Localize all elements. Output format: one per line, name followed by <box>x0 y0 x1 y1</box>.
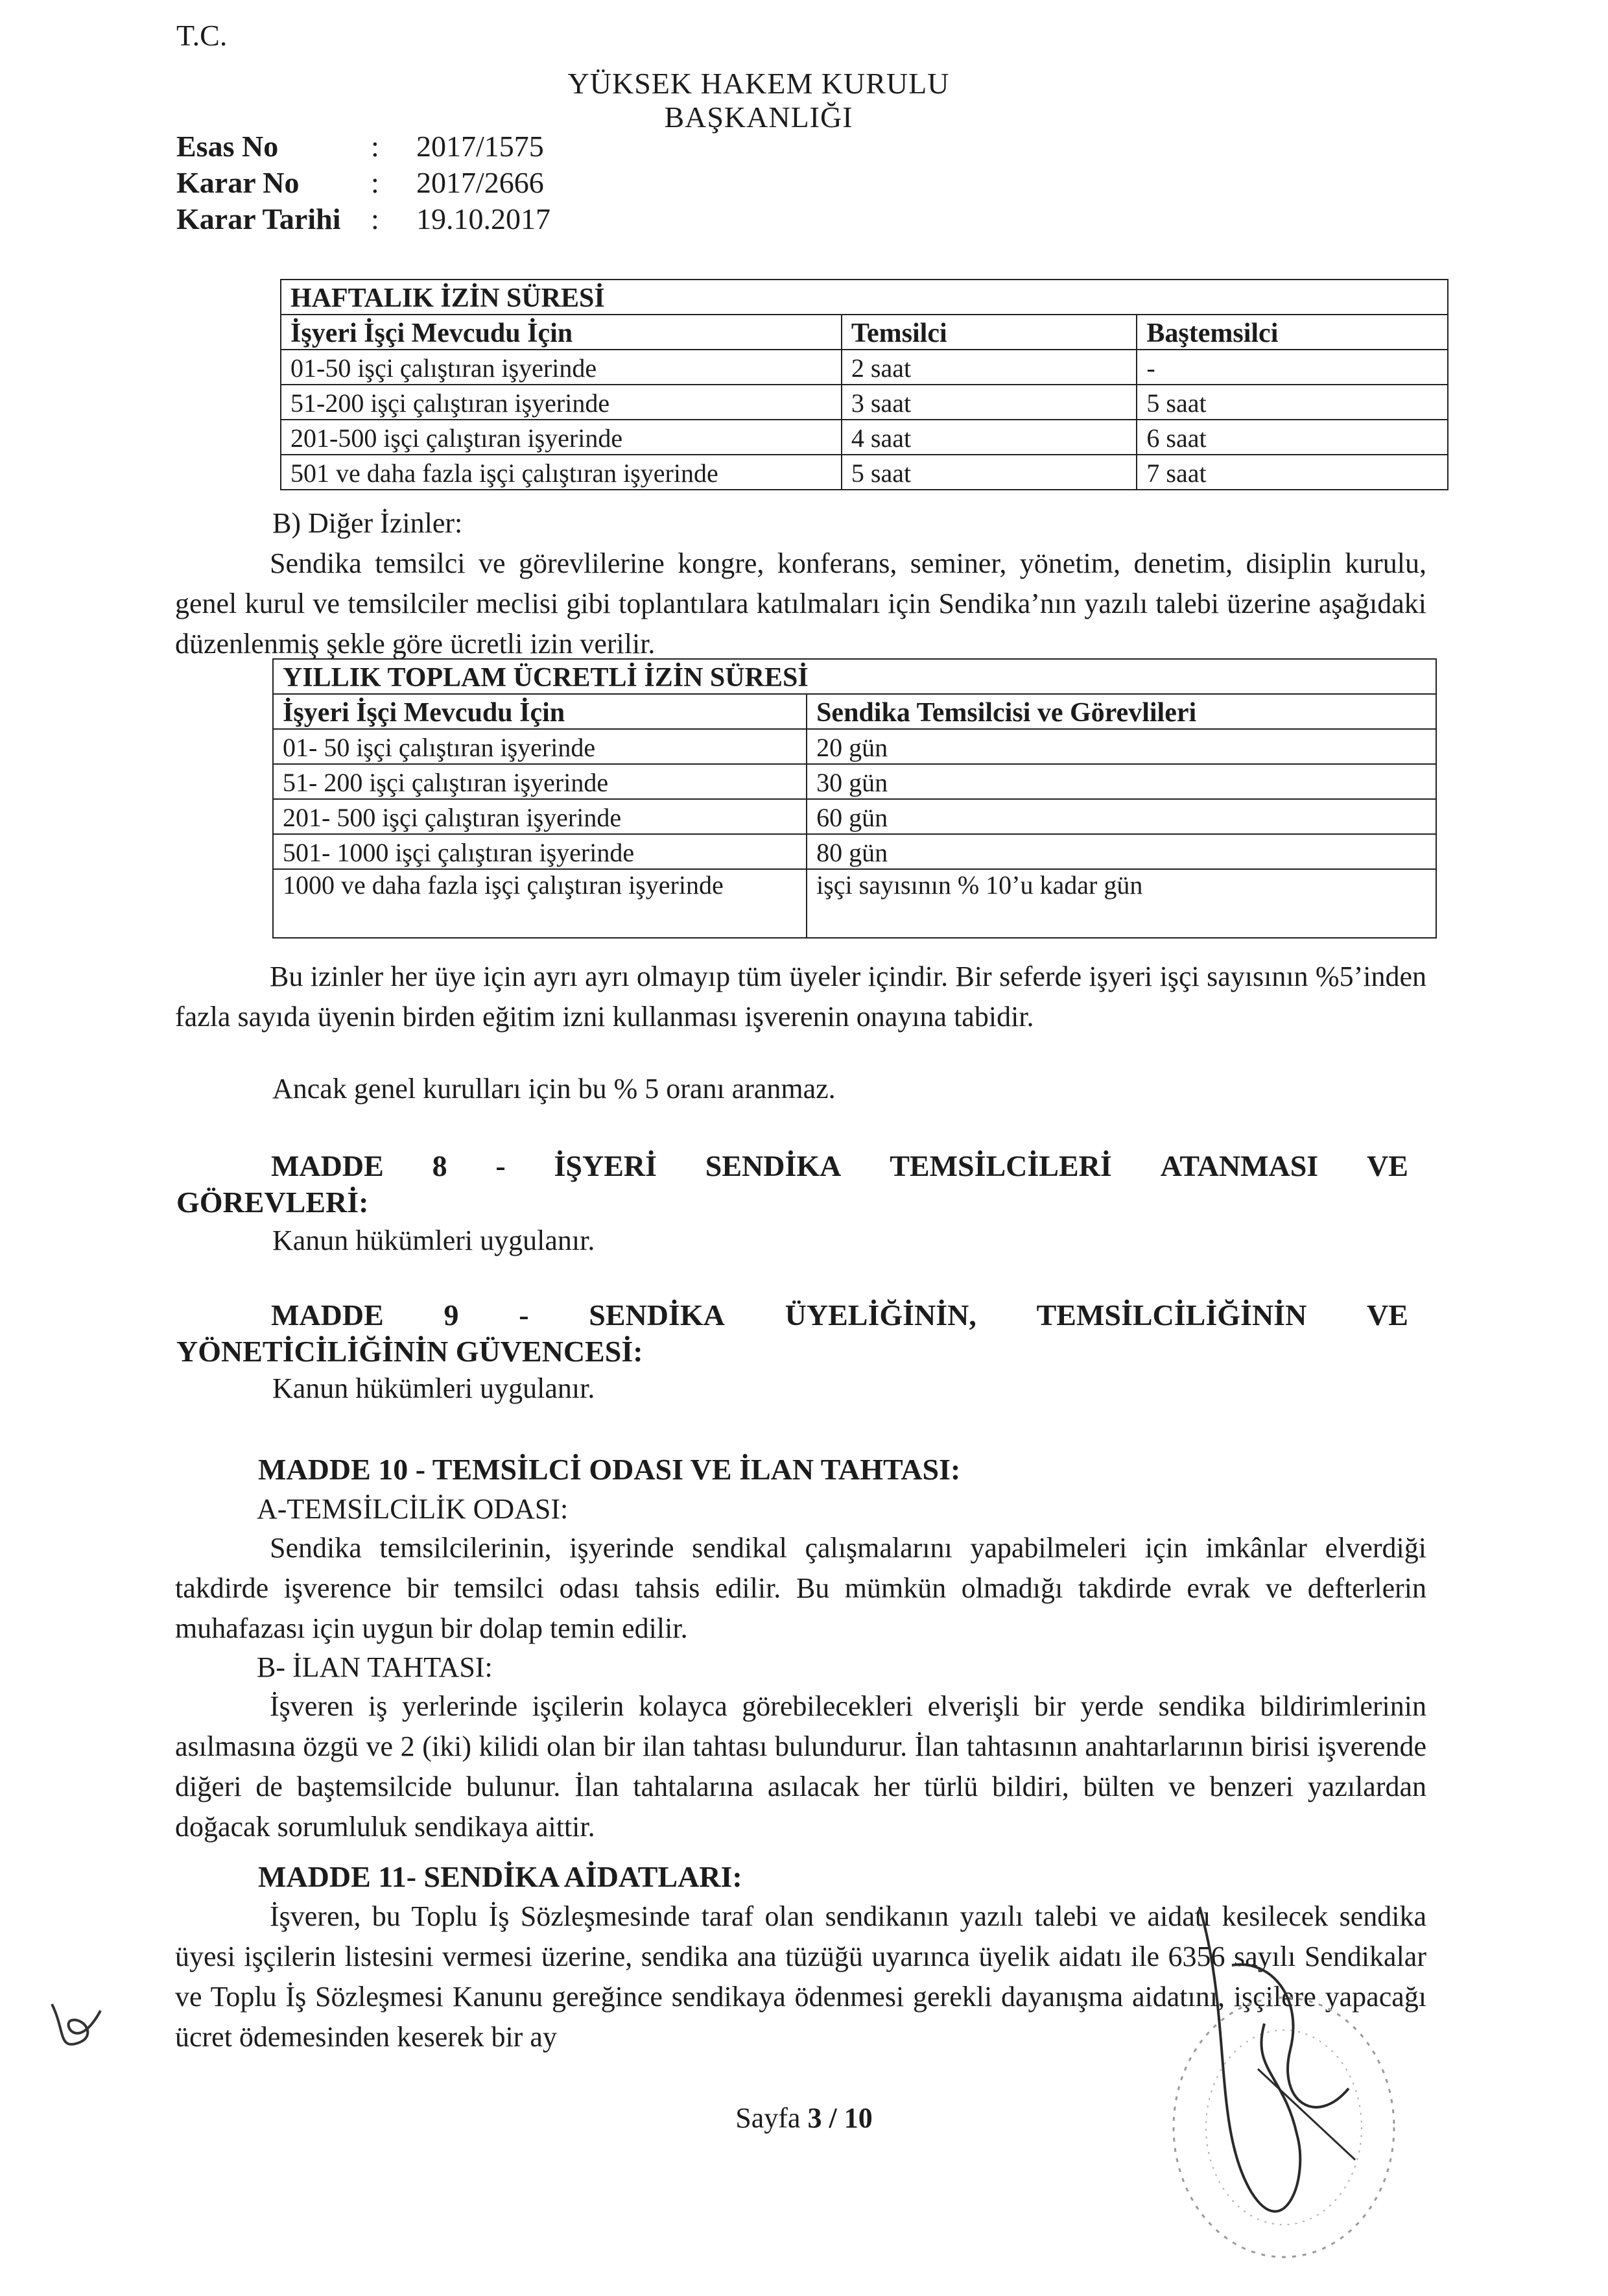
madde-10-body-a: Sendika temsilcilerinin, işyerinde sendikal çalışmalarını yapabilmeleri için imkânlar elverdiği takdirde işverence bir temsilci odası tahsis edilir. Bu mümkün olmadığı takdirde evrak ve defterlerin muhafazası için uygun bir dolap temin edilir. <box>175 1532 1426 1644</box>
table-row <box>281 385 1448 420</box>
table-caption: YILLIK TOPLAM ÜCRETLİ İZİN SÜRESİ <box>273 659 1436 694</box>
heading-word: SENDİKA <box>589 1298 725 1332</box>
table-cell: - <box>1137 350 1448 385</box>
page-current: 3 <box>807 2102 822 2134</box>
madde-10-sub-b: B- İLAN TAHTASI: <box>257 1651 493 1683</box>
column-header: Temsilci <box>842 315 1137 350</box>
meta-row-tarih <box>176 201 611 237</box>
madde-10-heading: MADDE 10 - TEMSİLCİ ODASI VE İLAN TAHTASI: <box>258 1453 961 1486</box>
heading-word: İŞYERİ <box>554 1149 657 1182</box>
meta-colon: : <box>371 130 379 163</box>
table-cell: işçi sayısının % 10’u kadar gün <box>807 869 1436 938</box>
table-row <box>273 799 1436 834</box>
meta-colon: : <box>371 166 379 199</box>
table-caption-row <box>281 280 1448 315</box>
column-header: İşyeri İşçi Mevcudu İçin <box>281 315 842 350</box>
weekly-leave-table <box>280 279 1448 490</box>
meta-value: 19.10.2017 <box>416 202 550 235</box>
madde-9-heading-line2: YÖNETİCİLİĞİNİN GÜVENCESİ: <box>176 1335 643 1368</box>
table-cell: 30 gün <box>807 764 1436 799</box>
table-cell: 2 saat <box>842 350 1137 385</box>
table-cell: 6 saat <box>1137 420 1448 455</box>
meta-label: Esas No <box>176 130 279 163</box>
meta-row-esas <box>176 128 611 165</box>
table-cell: 501- 1000 işçi çalıştıran işyerinde <box>273 834 807 869</box>
heading-word: TEMSİLCİLİĞİNİN <box>1036 1298 1307 1332</box>
stamp-signature-icon <box>1102 1855 1426 2296</box>
case-meta <box>176 128 611 237</box>
page-separator: / <box>822 2102 844 2134</box>
madde-10-sub-a: A-TEMSİLCİLİK ODASI: <box>257 1493 569 1525</box>
annual-leave-table <box>272 658 1437 939</box>
table-row <box>281 350 1448 385</box>
leave-note-exception: Ancak genel kurulları için bu % 5 oranı aranmaz. <box>272 1073 836 1105</box>
table-cell: 51-200 işçi çalıştıran işyerinde <box>281 385 842 420</box>
heading-word: 8 <box>432 1149 447 1182</box>
table-row <box>281 420 1448 455</box>
heading-word: ATANMASI <box>1160 1149 1319 1182</box>
meta-label: Karar Tarihi <box>176 202 341 235</box>
madde-10-body-b: İşveren iş yerlerinde işçilerin kolayca görebilecekleri elverişli bir yerde sendika bildirimlerinin asılmasına özgü ve 2 (iki) kilidi olan bir ilan tahtası bulundurur. İlan tahtasının anahtarlarının birisi işverende diğeri de baştemsilcide bulunur. İlan tahtalarına asılacak her türlü bildiri, bülten ve benzeri yazılardan doğacak sorumluluk sendikaya aittir. <box>175 1690 1426 1843</box>
meta-colon: : <box>371 202 379 235</box>
madde-11-body: İşveren, bu Toplu İş Sözleşmesinde taraf olan sendikanın yazılı talebi ve aidatı kesilecek sendika üyesi işçilerin listesini vermesi üzerine, sendika ana tüzüğü uyarınca üyelik aidatı ile 6356 sayılı Sendikalar ve Toplu İş Sözleşmesi Kanunu gereğince sendikaya ödenmesi gerekli dayanışma aidatını, işçilere yapacağı ücret ödemesinden keserek bir ay <box>175 1900 1426 2053</box>
leave-note-paragraph: Bu izinler her üye için ayrı ayrı olmayıp tüm üyeler içindir. Bir seferde işyeri işçi sayısının %5’inden fazla sayıda üyenin birden eğitim izni kullanması işverenin onayına tabidir. <box>175 961 1426 1033</box>
madde-8-heading-line2: GÖREVLERİ: <box>176 1186 369 1219</box>
table-header-row <box>273 694 1436 729</box>
table-row <box>273 834 1436 869</box>
table-cell: 201- 500 işçi çalıştıran işyerinde <box>273 799 807 834</box>
heading-word: MADDE <box>271 1149 384 1182</box>
table-cell: 51- 200 işçi çalıştıran işyerinde <box>273 764 807 799</box>
heading-word: VE <box>1367 1298 1408 1332</box>
madde-9-heading-line <box>176 1297 1408 1333</box>
table-cell: 5 saat <box>1137 385 1448 420</box>
table-cell: 4 saat <box>842 420 1137 455</box>
table-caption-row <box>273 659 1436 694</box>
table-row <box>273 869 1436 938</box>
meta-value: 2017/2666 <box>416 166 544 199</box>
heading-word: TEMSİLCİLERİ <box>890 1149 1112 1182</box>
table-cell: 01- 50 işçi çalıştıran işyerinde <box>273 729 807 764</box>
table-header-row <box>281 315 1448 350</box>
table-row <box>273 764 1436 799</box>
section-b-title: B) Diğer İzinler: <box>272 507 463 539</box>
table-cell: 3 saat <box>842 385 1137 420</box>
tc-label: T.C. <box>176 19 228 52</box>
column-header: Baştemsilci <box>1137 315 1448 350</box>
heading-word: SENDİKA <box>705 1149 842 1182</box>
section-b-paragraph: Sendika temsilci ve görevlilerine kongre, konferans, seminer, yönetim, denetim, disiplin kurulu, genel kurul ve temsilciler meclisi gibi toplantılara katılmaları için Sendika’nın yazılı talebi üzerine aşağıdaki düzenlenmiş şekle göre ücretli izin verilir. <box>175 547 1426 660</box>
table-cell: 501 ve daha fazla işçi çalıştıran işyerinde <box>281 455 842 490</box>
table-row <box>281 455 1448 490</box>
heading-word: - <box>495 1149 506 1182</box>
institution-subtitle: BAŞKANLIĞI <box>664 101 853 134</box>
page-label: Sayfa <box>735 2102 808 2134</box>
heading-word: - <box>519 1298 529 1332</box>
initials-signature-icon <box>39 1991 117 2063</box>
table-row <box>273 729 1436 764</box>
meta-label: Karar No <box>176 166 300 199</box>
madde-8-heading-line <box>176 1148 1408 1184</box>
meta-value: 2017/1575 <box>416 130 544 163</box>
table-cell: 5 saat <box>842 455 1137 490</box>
institution-title: YÜKSEK HAKEM KURULU <box>567 67 950 100</box>
table-caption: HAFTALIK İZİN SÜRESİ <box>281 280 1448 315</box>
madde-9-heading <box>176 1297 1408 1370</box>
table-cell: 7 saat <box>1137 455 1448 490</box>
heading-word: VE <box>1367 1149 1408 1182</box>
table-cell: 201-500 işçi çalıştıran işyerinde <box>281 420 842 455</box>
table-cell: 80 gün <box>807 834 1436 869</box>
table-cell: 60 gün <box>807 799 1436 834</box>
page-total: 10 <box>844 2102 873 2134</box>
table-cell: 01-50 işçi çalıştıran işyerinde <box>281 350 842 385</box>
meta-row-karar <box>176 165 611 201</box>
madde-8-heading <box>176 1148 1408 1221</box>
heading-word: ÜYELİĞİNİN, <box>785 1298 976 1332</box>
madde-11-heading: MADDE 11- SENDİKA AİDATLARI: <box>258 1860 742 1893</box>
madde-9-body: Kanun hükümleri uygulanır. <box>272 1372 595 1404</box>
madde-8-body: Kanun hükümleri uygulanır. <box>272 1225 595 1256</box>
column-header: İşyeri İşçi Mevcudu İçin <box>273 694 807 729</box>
table-cell: 20 gün <box>807 729 1436 764</box>
heading-word: MADDE <box>271 1298 384 1332</box>
table-cell: 1000 ve daha fazla işçi çalıştıran işyerinde <box>273 869 807 938</box>
column-header: Sendika Temsilcisi ve Görevlileri <box>807 694 1436 729</box>
heading-word: 9 <box>443 1298 459 1332</box>
